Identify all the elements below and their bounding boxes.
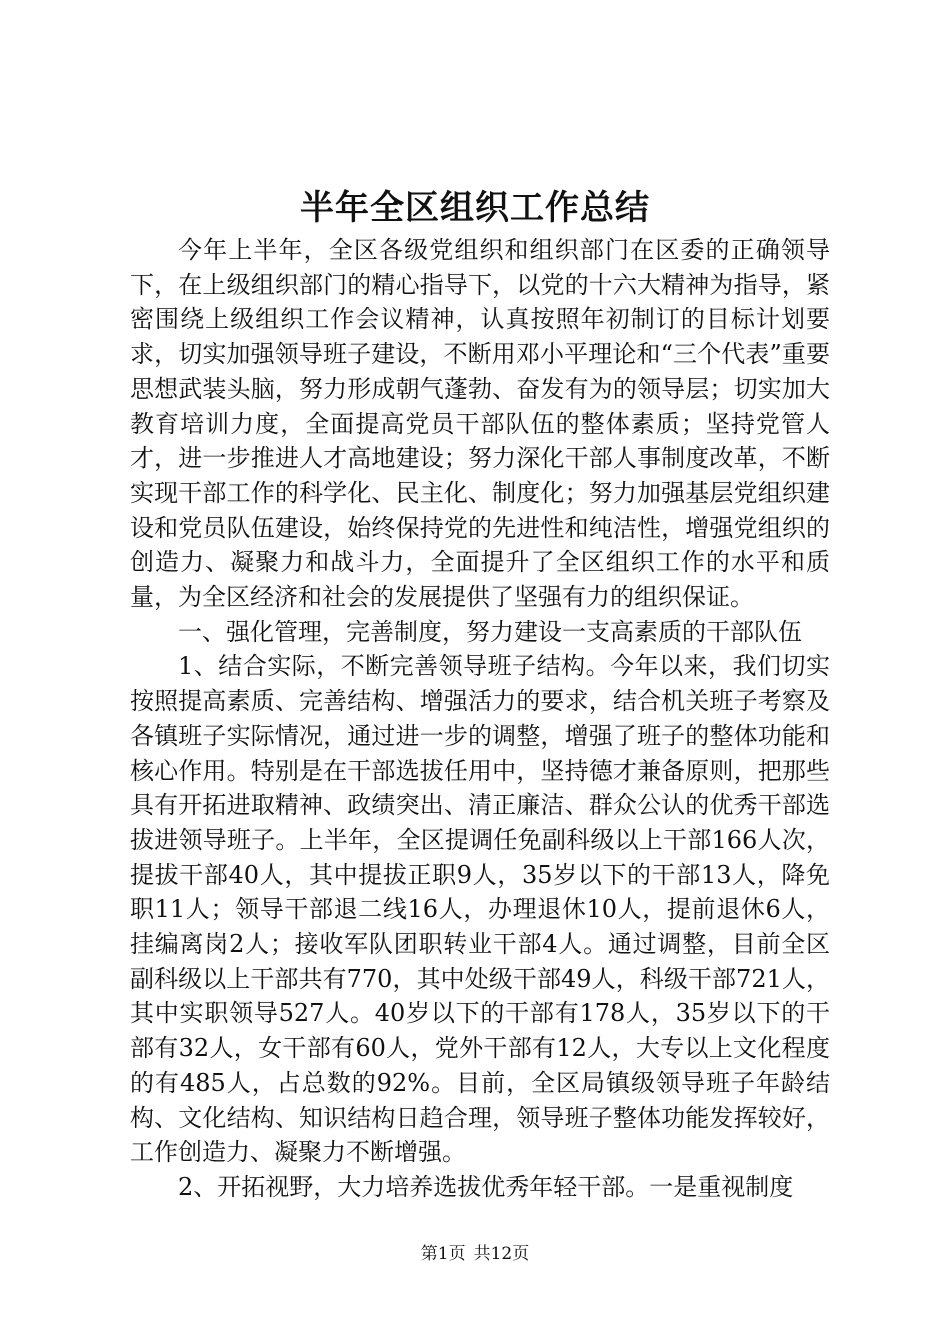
page-footer [0, 1243, 950, 1265]
page-total: 共12页 [473, 1244, 530, 1264]
intro-paragraph: 今年上半年，全区各级党组织和组织部门在区委的正确领导下，在上级组织部门的精心指导下，以党的十六大精神为指导，紧密围绕上级组织工作会议精神，认真按照年初制订的目标计划要求，切实加强领导班子建设，不断用邓小平理论和“三个代表”重要思想武装头脑，努力形成朝气蓬勃、奋发有为的领导层；切实加大教育培训力度，全面提高党员干部队伍的整体素质；坚持党管人才，进一步推进人才高地建设；努力深化干部人事制度改革，不断实现干部工作的科学化、民主化、制度化；努力加强基层党组织建设和党员队伍建设，始终保持党的先进性和纯洁性，增强党组织的创造力、凝聚力和战斗力，全面提升了全区组织工作的水平和质量，为全区经济和社会的发展提供了坚强有力的组织保证。 [130, 236, 830, 612]
page-number: 第1页 [420, 1244, 466, 1264]
section-heading: 一、强化管理，完善制度，努力建设一支高素质的干部队伍 [178, 617, 802, 646]
document-body [130, 233, 830, 1205]
body-paragraph: 1、结合实际，不断完善领导班子结构。今年以来，我们切实按照提高素质、完善结构、增强活力的要求，结合机关班子考察及各镇班子实际情况，通过进一步的调整，增强了班子的整体功能和核心作用。特别是在干部选拔任用中，坚持德才兼备原则，把那些具有开拓进取精神、政绩突出、清正廉洁、群众公认的优秀干部选拔进领导班子。上半年，全区提调任免副科级以上干部166人次，提拔干部40人，其中提拔正职9人，35岁以下的干部13人，降免职11人；领导干部退二线16人，办理退休10人，提前退休6人，挂编离岗2人；接收军队团职转业干部4人。通过调整，目前全区副科级以上干部共有770，其中处级干部49人，科级干部721人，其中实职领导527人。40岁以下的干部有178人，35岁以下的干部有32人，女干部有60人，党外干部有12人，大专以上文化程度的有485人，占总数的92%。目前，全区局镇级领导班子年龄结构、文化结构、知识结构日趋合理，领导班子整体功能发挥较好，工作创造力、凝聚力不断增强。 [130, 652, 830, 1167]
body-paragraph: 2、开拓视野，大力培养选拔优秀年轻干部。一是重视制度 [178, 1172, 794, 1201]
document-title: 半年全区组织工作总结 [300, 188, 650, 228]
